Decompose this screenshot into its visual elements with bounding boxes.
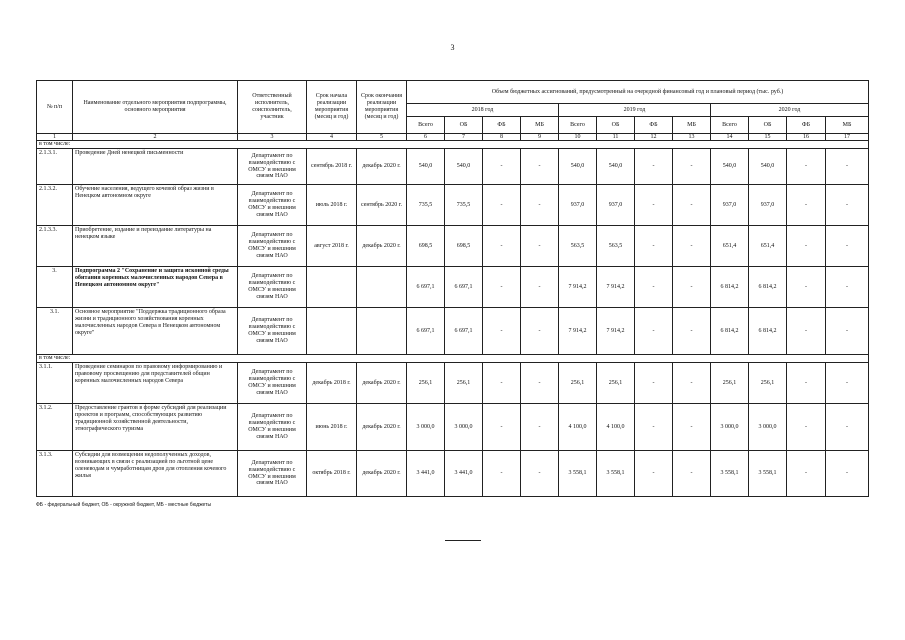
end-divider <box>445 540 481 541</box>
row-end: декабрь 2020 г. <box>357 404 407 451</box>
header-subcol: Всего <box>407 117 445 134</box>
value-cell: 256,1 <box>597 363 635 404</box>
value-cell: - <box>787 451 826 497</box>
header-subcol: МБ <box>673 117 711 134</box>
value-cell: 3 558,1 <box>749 451 787 497</box>
column-numbers-row <box>37 134 869 141</box>
value-cell: - <box>826 185 869 226</box>
value-cell: 3 441,0 <box>407 451 445 497</box>
value-cell: 6 814,2 <box>749 308 787 355</box>
value-cell: - <box>673 451 711 497</box>
value-cell: 735,5 <box>445 185 483 226</box>
value-cell: - <box>521 149 559 185</box>
value-cell: 3 558,1 <box>711 451 749 497</box>
header-subcol: ФБ <box>787 117 826 134</box>
value-cell: - <box>483 451 521 497</box>
value-cell: - <box>826 267 869 308</box>
subheader-row <box>37 141 869 149</box>
value-cell: 7 914,2 <box>597 308 635 355</box>
value-cell: 256,1 <box>445 363 483 404</box>
value-cell: - <box>826 451 869 497</box>
value-cell: 540,0 <box>407 149 445 185</box>
table-body <box>37 81 869 497</box>
value-cell: - <box>521 404 559 451</box>
table-row <box>37 308 869 355</box>
col-number: 4 <box>307 134 357 141</box>
row-number: 3.1.1. <box>37 363 73 404</box>
header-budget: Объем бюджетных ассигнований, предусмотренный на очередной финансовый год и плановый период (тыс. руб.) <box>407 81 869 104</box>
value-cell: 6 697,1 <box>445 267 483 308</box>
value-cell: 937,0 <box>559 185 597 226</box>
row-number: 3.1. <box>37 308 73 355</box>
value-cell: - <box>635 451 673 497</box>
row-end <box>357 267 407 308</box>
col-number: 15 <box>749 134 787 141</box>
col-number: 3 <box>238 134 307 141</box>
row-responsible: Департамент по взаимодействию с ОМСУ и внешним связям НАО <box>238 226 307 267</box>
col-number: 7 <box>445 134 483 141</box>
value-cell: 3 441,0 <box>445 451 483 497</box>
table-row <box>37 267 869 308</box>
value-cell: 7 914,2 <box>597 267 635 308</box>
subheader-text: в том числе: <box>37 141 869 149</box>
row-number: 3.1.3. <box>37 451 73 497</box>
header-subcol: Всего <box>711 117 749 134</box>
row-number: 2.1.3.2. <box>37 185 73 226</box>
col-number: 6 <box>407 134 445 141</box>
value-cell: - <box>483 226 521 267</box>
value-cell: - <box>787 267 826 308</box>
row-start <box>307 308 357 355</box>
value-cell: 937,0 <box>749 185 787 226</box>
row-name: Проведение семинаров по правовому информированию и правовому просвещению для представителей общин коренных малочисленных народов Севера <box>73 363 238 404</box>
value-cell: - <box>483 363 521 404</box>
value-cell: - <box>635 185 673 226</box>
value-cell: 256,1 <box>749 363 787 404</box>
value-cell: 6 697,1 <box>407 267 445 308</box>
value-cell: 937,0 <box>711 185 749 226</box>
value-cell: 540,0 <box>711 149 749 185</box>
value-cell: - <box>483 267 521 308</box>
col-number: 8 <box>483 134 521 141</box>
row-responsible: Департамент по взаимодействию с ОМСУ и внешним связям НАО <box>238 363 307 404</box>
subheader-text: в том числе: <box>37 355 869 363</box>
value-cell: - <box>635 267 673 308</box>
value-cell: 540,0 <box>597 149 635 185</box>
header-subcol: ФБ <box>483 117 521 134</box>
value-cell: - <box>521 451 559 497</box>
value-cell: - <box>635 404 673 451</box>
row-start: июнь 2018 г. <box>307 404 357 451</box>
header-subcol: ФБ <box>635 117 673 134</box>
value-cell: - <box>521 308 559 355</box>
row-start: октябрь 2018 г. <box>307 451 357 497</box>
value-cell: 540,0 <box>559 149 597 185</box>
value-cell: 6 697,1 <box>407 308 445 355</box>
value-cell: - <box>521 267 559 308</box>
row-start: август 2018 г. <box>307 226 357 267</box>
subheader-row <box>37 355 869 363</box>
table-row <box>37 185 869 226</box>
row-start: сентябрь 2018 г. <box>307 149 357 185</box>
value-cell: 7 914,2 <box>559 308 597 355</box>
row-number: 3.1.2. <box>37 404 73 451</box>
row-number: 3. <box>37 267 73 308</box>
value-cell: - <box>521 226 559 267</box>
value-cell: - <box>635 363 673 404</box>
header-year: 2020 год <box>711 104 869 117</box>
value-cell: - <box>826 308 869 355</box>
row-start: декабрь 2018 г. <box>307 363 357 404</box>
value-cell: 3 000,0 <box>711 404 749 451</box>
header-subcol: МБ <box>826 117 869 134</box>
row-name: Субсидии для возмещения недополученных доходов, возникающих в связи с реализацией по льготной цене оленеводам и чумработницам дров для отопления кочевого жилья <box>73 451 238 497</box>
col-number: 17 <box>826 134 869 141</box>
row-name: Приобретение, издание и переиздание литературы на ненецком языке <box>73 226 238 267</box>
row-responsible: Департамент по взаимодействию с ОМСУ и внешним связям НАО <box>238 185 307 226</box>
header-subcol: ОБ <box>597 117 635 134</box>
value-cell: 7 914,2 <box>559 267 597 308</box>
value-cell: 698,5 <box>407 226 445 267</box>
value-cell: 256,1 <box>407 363 445 404</box>
header-year: 2018 год <box>407 104 559 117</box>
row-end: декабрь 2020 г. <box>357 149 407 185</box>
col-number: 2 <box>73 134 238 141</box>
value-cell: - <box>483 149 521 185</box>
value-cell: - <box>673 363 711 404</box>
header-start: Срок начала реализации мероприятия (месяц и год) <box>307 81 357 134</box>
value-cell: - <box>673 308 711 355</box>
row-name: Подпрограмма 2 "Сохранение и защита исконной среды обитания коренных малочисленных народов Севера в Ненецком автономном округе" <box>73 267 238 308</box>
row-responsible: Департамент по взаимодействию с ОМСУ и внешним связям НАО <box>238 451 307 497</box>
header-end: Срок окончания реализации мероприятия (месяц и год) <box>357 81 407 134</box>
value-cell: 563,5 <box>559 226 597 267</box>
row-end: декабрь 2020 г. <box>357 226 407 267</box>
value-cell: - <box>673 226 711 267</box>
row-end: сентябрь 2020 г. <box>357 185 407 226</box>
value-cell: - <box>826 404 869 451</box>
table-row <box>37 404 869 451</box>
col-number: 13 <box>673 134 711 141</box>
col-number: 11 <box>597 134 635 141</box>
value-cell: - <box>787 185 826 226</box>
value-cell: - <box>483 404 521 451</box>
value-cell: - <box>826 149 869 185</box>
value-cell: 698,5 <box>445 226 483 267</box>
col-number: 1 <box>37 134 73 141</box>
value-cell: 651,4 <box>749 226 787 267</box>
col-number: 9 <box>521 134 559 141</box>
row-end: декабрь 2020 г. <box>357 363 407 404</box>
row-end: декабрь 2020 г. <box>357 451 407 497</box>
row-number: 2.1.3.1. <box>37 149 73 185</box>
value-cell: 6 814,2 <box>711 267 749 308</box>
header-responsible: Ответственный исполнитель, соисполнитель, участник <box>238 81 307 134</box>
value-cell: - <box>673 404 711 451</box>
table-row <box>37 149 869 185</box>
row-start: июль 2018 г. <box>307 185 357 226</box>
value-cell: 3 000,0 <box>445 404 483 451</box>
table-row <box>37 451 869 497</box>
value-cell: - <box>635 226 673 267</box>
value-cell: - <box>521 185 559 226</box>
row-end <box>357 308 407 355</box>
value-cell: - <box>483 308 521 355</box>
row-start <box>307 267 357 308</box>
col-number: 12 <box>635 134 673 141</box>
header-subcol: Всего <box>559 117 597 134</box>
value-cell: 540,0 <box>749 149 787 185</box>
header-row <box>37 81 869 104</box>
row-name: Проведение Дней ненецкой письменности <box>73 149 238 185</box>
header-year: 2019 год <box>559 104 711 117</box>
value-cell: 735,5 <box>407 185 445 226</box>
row-responsible: Департамент по взаимодействию с ОМСУ и внешним связям НАО <box>238 404 307 451</box>
value-cell: 651,4 <box>711 226 749 267</box>
table-row <box>37 226 869 267</box>
value-cell: 563,5 <box>597 226 635 267</box>
value-cell: 6 697,1 <box>445 308 483 355</box>
value-cell: 4 100,0 <box>559 404 597 451</box>
value-cell: - <box>635 149 673 185</box>
header-name: Наименование отдельного мероприятия подпрограммы, основного мероприятия <box>73 81 238 134</box>
page-number: 3 <box>450 43 455 52</box>
row-responsible: Департамент по взаимодействию с ОМСУ и внешним связям НАО <box>238 267 307 308</box>
value-cell: 3 558,1 <box>597 451 635 497</box>
col-number: 14 <box>711 134 749 141</box>
value-cell: 6 814,2 <box>749 267 787 308</box>
value-cell: - <box>673 267 711 308</box>
table-row <box>37 363 869 404</box>
value-cell: 4 100,0 <box>597 404 635 451</box>
row-name: Основное мероприятие "Поддержка традиционного образа жизни и традиционного хозяйствования коренных малочисленных народов Севера в Ненецком автономном округе" <box>73 308 238 355</box>
value-cell: - <box>787 404 826 451</box>
row-name: Предоставление грантов в форме субсидий для реализации проектов и программ, способствующих развитию традиционной хозяйственной деятельности, этнографического туризма <box>73 404 238 451</box>
value-cell: - <box>787 149 826 185</box>
row-responsible: Департамент по взаимодействию с ОМСУ и внешним связям НАО <box>238 308 307 355</box>
value-cell: - <box>635 308 673 355</box>
value-cell: 937,0 <box>597 185 635 226</box>
value-cell: - <box>787 226 826 267</box>
value-cell: - <box>826 363 869 404</box>
value-cell: - <box>787 363 826 404</box>
value-cell: - <box>673 185 711 226</box>
row-responsible: Департамент по взаимодействию с ОМСУ и внешним связям НАО <box>238 149 307 185</box>
value-cell: 540,0 <box>445 149 483 185</box>
value-cell: - <box>521 363 559 404</box>
header-subcol: МБ <box>521 117 559 134</box>
header-subcol: ОБ <box>749 117 787 134</box>
header-subcol: ОБ <box>445 117 483 134</box>
value-cell: 256,1 <box>559 363 597 404</box>
col-number: 5 <box>357 134 407 141</box>
value-cell: - <box>787 308 826 355</box>
budget-table <box>36 80 869 497</box>
row-name: Обучение населения, ведущего кочевой образ жизни в Ненецком автономном округе <box>73 185 238 226</box>
value-cell: - <box>673 149 711 185</box>
header-num: № п/п <box>37 81 73 134</box>
value-cell: 3 558,1 <box>559 451 597 497</box>
value-cell: - <box>826 226 869 267</box>
value-cell: - <box>483 185 521 226</box>
value-cell: 256,1 <box>711 363 749 404</box>
col-number: 16 <box>787 134 826 141</box>
col-number: 10 <box>559 134 597 141</box>
footnote: ФБ - федеральный бюджет, ОБ - окружной бюджет, МБ - местные бюджеты <box>36 502 212 508</box>
value-cell: 6 814,2 <box>711 308 749 355</box>
row-number: 2.1.3.3. <box>37 226 73 267</box>
value-cell: 3 000,0 <box>749 404 787 451</box>
value-cell: 3 000,0 <box>407 404 445 451</box>
